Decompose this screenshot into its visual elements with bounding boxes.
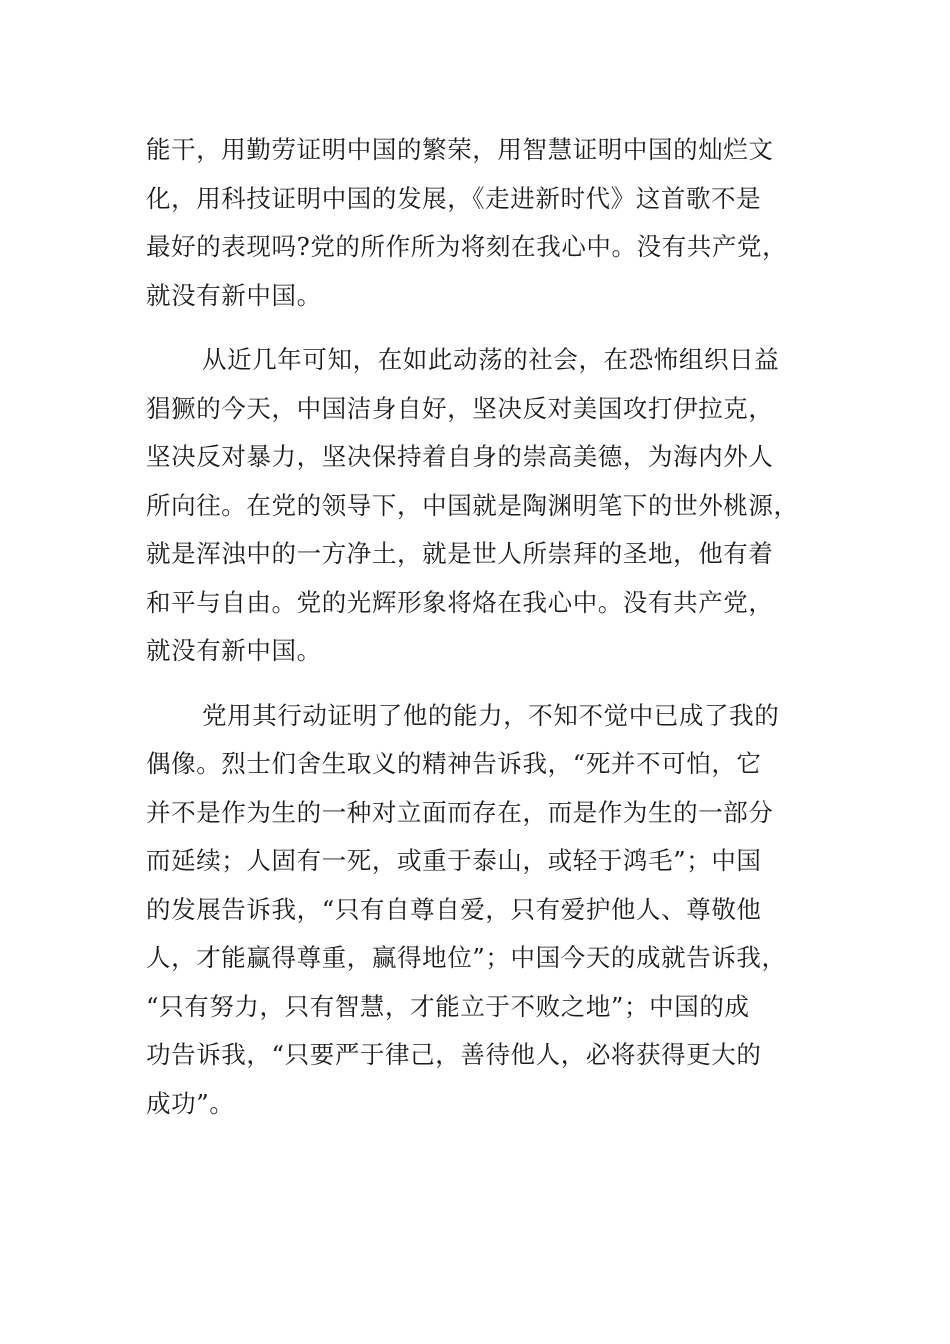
body-text [146, 126, 806, 1128]
text-line: 人，才能赢得尊重，赢得地位”；中国今天的成就告诉我， [146, 943, 787, 972]
text-line: 党用其行动证明了他的能力，不知不觉中已成了我的 [202, 700, 780, 730]
text-line: 就没有新中国。 [146, 636, 322, 665]
text-line: 就没有新中国。 [146, 280, 322, 310]
text-line: 偶像。烈士们舍生取义的精神告诉我，“死并不可怕，它 [146, 749, 762, 778]
text-line: 最好的表现吗?党的所作所为将刻在我心中。没有共产党， [146, 232, 788, 261]
text-line: “只有努力，只有智慧，才能立于不败之地”；中国的成 [146, 991, 750, 1021]
text-line: 化，用科技证明中国的发展，《走进新时代》这首歌不是 [146, 183, 762, 213]
text-line: 成功”。 [146, 1088, 235, 1118]
text-line: 和平与自由。党的光辉形象将烙在我心中。没有共产党， [146, 587, 774, 617]
text-line: 从近几年可知，在如此动荡的社会，在恐怖组织日益 [202, 345, 780, 374]
paragraph-2 [146, 336, 806, 676]
paragraph-1 [146, 126, 806, 320]
text-line: 坚决反对暴力，坚决保持着自身的崇高美德，为海内外人 [146, 442, 774, 471]
text-line: 的发展告诉我，“只有自尊自爱，只有爱护他人、尊敬他 [146, 894, 762, 924]
text-line: 所向往。在党的领导下，中国就是陶渊明笔下的世外桃源， [146, 490, 799, 520]
text-line: 能干，用勤劳证明中国的繁荣，用智慧证明中国的灿烂文 [146, 135, 774, 164]
paragraph-3 [146, 692, 806, 1129]
paragraph-spacer [146, 320, 806, 336]
text-line: 而延续；人固有一死，或重于泰山，或轻于鸿毛”；中国 [146, 846, 762, 875]
paragraph-spacer [146, 676, 806, 692]
text-line: 功告诉我，“只要严于律己，善待他人，必将获得更大的 [146, 1040, 762, 1069]
text-line: 并不是作为生的一种对立面而存在，而是作为生的一部分 [146, 797, 774, 827]
text-line: 猖獗的今天，中国洁身自好，坚决反对美国攻打伊拉克， [146, 393, 774, 423]
text-line: 就是浑浊中的一方净土，就是世人所崇拜的圣地，他有着 [146, 539, 774, 568]
